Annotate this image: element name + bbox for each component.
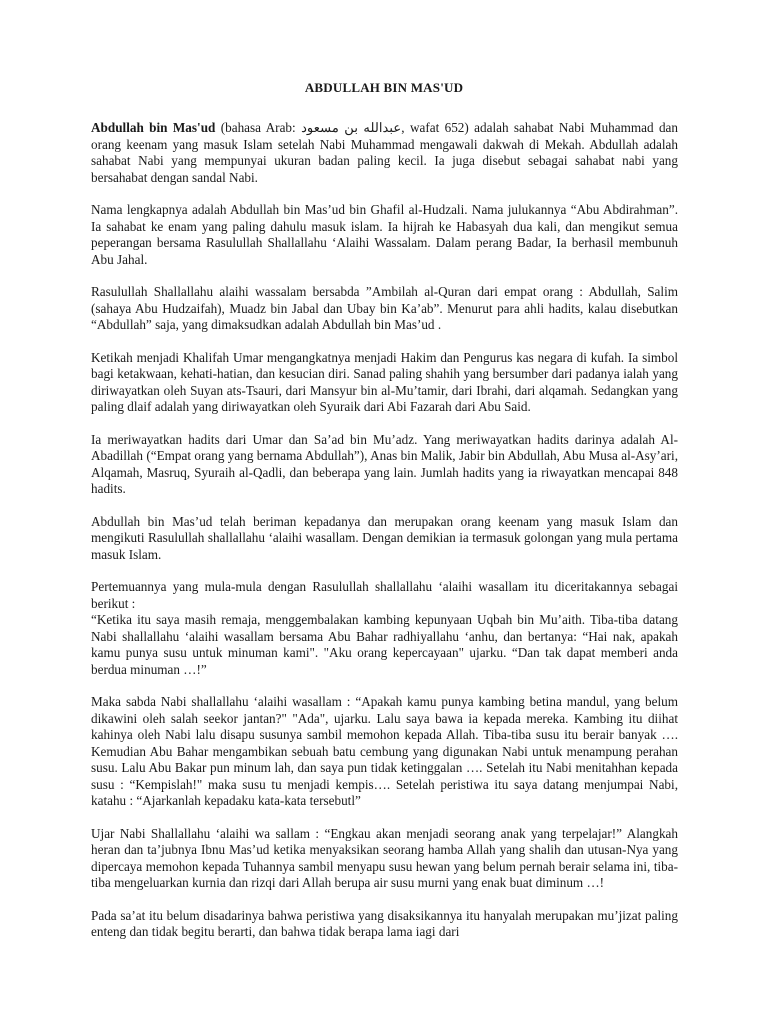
- paragraph-barren-goat: Maka sabda Nabi shallallahu ‘alaihi wasallam : “Apakah kamu punya kambing betina mandul, yang belum dikawini oleh salah seekor jantan?" "Ada", ujarku. Lalu saya bawa ia kepada mereka. Kambing itu diihat kahinya oleh Nabi lalu disapu susunya sambil memohon kepada Allah. Tiba-tiba susu itu berair banyak …. Kemudian Abu Bahar mengambikan sebuah batu cembung yang digunakan Nabi untuk menampung perahan susu. Lalu Abu Bakar pun minum lah, dan saya pun tidak ketinggalan …. Setelah itu Nabi menitahhan kepada susu : “Kempislah!" maka susu tu menjadi kempis…. Setelah peristiwa itu saya datang menjumpai Nabi, katahu : “Ajarkanlah kepadaku kata-kata tersebutl”: [91, 694, 678, 808]
- paragraph-hadith-narration: Ia meriwayatkan hadits dari Umar dan Sa’ad bin Mu’adz. Yang meriwayatkan hadits darinya adalah Al-Abadillah (“Empat orang yang bernama Abdullah”), Anas bin Malik, Jabir bin Abdullah, Abu Musa al-Asy’ari, Alqamah, Masruq, Syuraih al-Qadli, dan beberapa yang lain. Jumlah hadits yang ia riwayatkan mencapai 848 hadits.: [91, 431, 678, 496]
- document-body: [91, 120, 678, 957]
- intro-text: (bahasa Arab: عبدالله بن مسعود, wafat 652) adalah sahabat Nabi Muhammad dan orang keenam yang masuk Islam setelah Nabi Muhammad mengawali dakwah di Mekah. Abdullah adalah sahabat Nabi yang mempunyai ukuran badan paling kecil. Ia juga disebut sebagai sahabat nabi yang bersahabat dengan sandal Nabi.: [91, 120, 678, 185]
- paragraph-name-lineage: Nama lengkapnya adalah Abdullah bin Mas’ud bin Ghafil al-Hudzali. Nama julukannya “Abu Abdirahman”. Ia sahabat ke enam yang paling dahulu masuk islam. Ia hijrah ke Habasyah dua kali, dan mengikut semua peperangan bersama Rasulullah Shallallahu ‘Alaihi Wassalam. Dalam perang Badar, Ia berhasil membunuh Abu Jahal.: [91, 202, 678, 267]
- paragraph-early-islam: Abdullah bin Mas’ud telah beriman kepadanya dan merupakan orang keenam yang masuk Islam dan mengikuti Rasulullah shallallahu ‘alaihi wasallam. Dengan demikian ia termasuk golongan yang mula pertama masuk Islam.: [91, 513, 678, 562]
- document-title: ABDULLAH BIN MAS'UD: [304, 80, 464, 95]
- paragraph-meeting-intro: Pertemuannya yang mula-mula dengan Rasulullah shallallahu ‘alaihi wasallam itu diceritakannya sebagai berikut :: [91, 579, 678, 611]
- intro-name: Abdullah bin Mas'ud: [91, 120, 216, 135]
- paragraph-khalifah-umar: Ketikah menjadi Khalifah Umar mengangkatnya menjadi Hakim dan Pengurus kas negara di kufah. Ia simbol bagi ketakwaan, kehati-hatian, dan kesucian diri. Sanad paling shahih yang bersumber dari padanya ialah yang diriwayatkan oleh Suyan ats-Tsauri, dari Mansyur bin al-Mu’tamir, dari Ibrahi, dari alqamah. Sedangkan yang paling dlaif adalah yang diriwayatkan oleh Syuraik dari Abi Fazarah dari Abu Said.: [91, 349, 678, 414]
- paragraph-prophet-reply: Ujar Nabi Shallallahu ‘alaihi wa sallam : “Engkau akan menjadi seorang anak yang terpelajar!” Alangkah heran dan ta’jubnya Ibnu Mas’ud ketika menyaksikan seorang hamba Allah yang shalih dan utusan-Nya yang dipercaya memohon kepada Tuhannya sambil menyapu susu hewan yang belum pernah berair selama ini, tiba-tiba mengeluarkan kurnia dan rizqi dari Allah berupa air susu murni yang enak buat diminum …!: [91, 825, 678, 890]
- paragraph-quran-teachers: Rasulullah Shallallahu alaihi wassalam bersabda ”Ambilah al-Quran dari empat orang : Abdullah, Salim (sahaya Abu Hudzaifah), Muadz bin Jabal dan Ubay bin Ka’ab”. Menurut para ahli hadits, kalau disebutkan “Abdullah” saja, yang dimaksudkan adalah Abdullah bin Mas’ud .: [91, 284, 678, 332]
- paragraph-quote: “Ketika itu saya masih remaja, menggembalakan kambing kepunyaan Uqbah bin Mu’aith. Tiba-tiba datang Nabi shallallahu ‘alaihi wasallam bersama Abu Bahar radhiyallahu ‘anhu, dan bertanya: “Hai nak, apakah kamu punya susu untuk minuman kami". "Aku orang kepercayaan" ujarku. “Dan tak dapat memberi anda berdua minuman …!”: [91, 612, 678, 677]
- paragraph-miracle: Pada sa’at itu belum disadarinya bahwa peristiwa yang disaksikannya itu hanyalah merupakan mu’jizat paling enteng dan tidak begitu berarti, dan bahwa tidak berapa lama iagi dari: [91, 907, 678, 939]
- intro-paragraph: [91, 120, 678, 186]
